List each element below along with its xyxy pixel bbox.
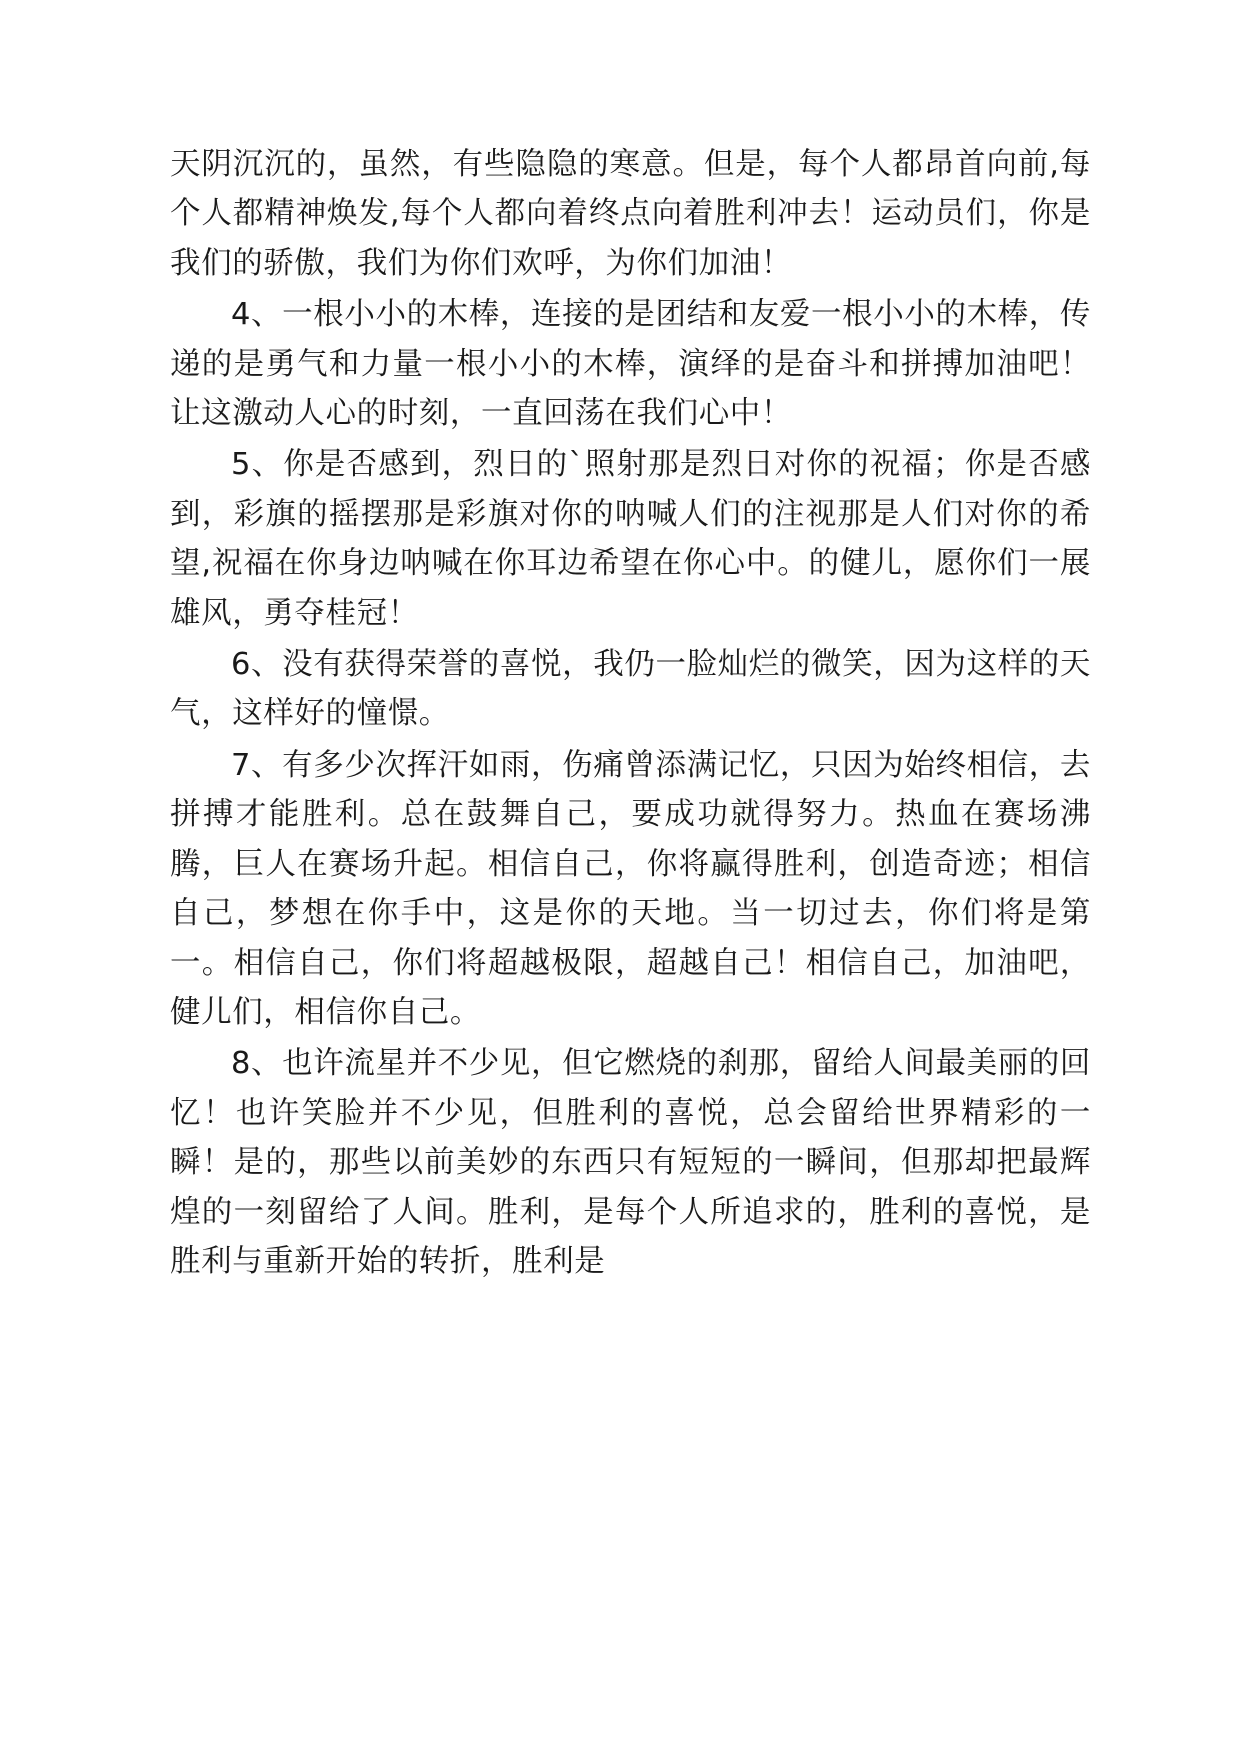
paragraph: 5、你是否感到，烈日的`照射那是烈日对你的祝福；你是否感到，彩旗的摇摆那是彩旗对你的呐喊人们的注视那是人们对你的希望,祝福在你身边呐喊在你耳边希望在你心中。的健儿，愿你们一展雄风，勇夺桂冠！ (170, 447, 1091, 631)
paragraph: 8、也许流星并不少见，但它燃烧的刹那，留给人间最美丽的回忆！也许笑脸并不少见，但胜利的喜悦，总会留给世界精彩的一瞬！是的，那些以前美妙的东西只有短短的一瞬间，但那却把最辉煌的一刻留给了人间。胜利，是每个人所追求的，胜利的喜悦，是胜利与重新开始的转折，胜利是 (170, 1046, 1091, 1279)
paragraph: 天阴沉沉的，虽然，有些隐隐的寒意。但是，每个人都昂首向前,每个人都精神焕发,每个人都向着终点向着胜利冲去！运动员们，你是我们的骄傲，我们为你们欢呼，为你们加油！ (170, 147, 1091, 281)
paragraph: 7、有多少次挥汗如雨，伤痛曾添满记忆，只因为始终相信，去拼搏才能胜利。总在鼓舞自己，要成功就得努力。热血在赛场沸腾，巨人在赛场升起。相信自己，你将赢得胜利，创造奇迹；相信自己，梦想在你手中，这是你的天地。当一切过去，你们将是第一。相信自己，你们将超越极限，超越自己！相信自己，加油吧，健儿们，相信你自己。 (170, 747, 1091, 1030)
document-body (170, 140, 1091, 1286)
paragraph: 6、没有获得荣誉的喜悦，我仍一脸灿烂的微笑，因为这样的天气，这样好的憧憬。 (170, 647, 1091, 732)
paragraph: 4、一根小小的木棒，连接的是团结和友爱一根小小的木棒，传递的是勇气和力量一根小小的木棒，演绎的是奋斗和拼搏加油吧！让这激动人心的时刻，一直回荡在我们心中！ (170, 297, 1091, 432)
